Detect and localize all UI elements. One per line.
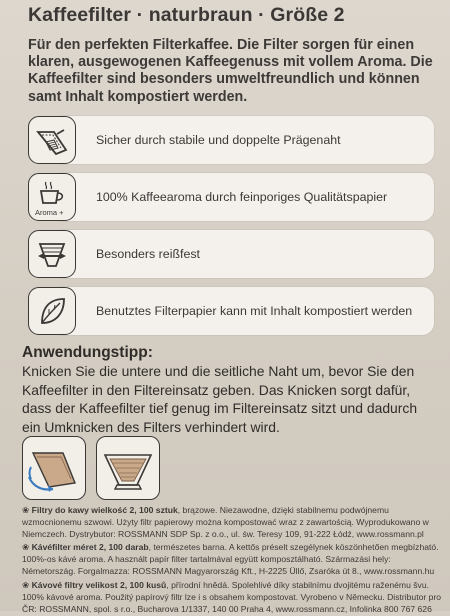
feature-row-tear bbox=[20, 230, 434, 278]
legal-cz-title: Kávové filtry velikost 2, 100 kusů bbox=[31, 579, 167, 590]
usage-tip-line: Knicken Sie die untere und die seitliche Naht um, bevor Sie den bbox=[22, 363, 415, 379]
product-title: Kaffeefilter · naturbraun · Größe 2 bbox=[28, 4, 345, 26]
aroma-plus-label: Aroma + bbox=[35, 208, 64, 217]
feature-row-compost bbox=[20, 287, 434, 335]
feature-row-seam bbox=[20, 116, 434, 164]
compost-leaf-icon bbox=[28, 287, 76, 335]
leaf-icon: ❀ bbox=[22, 579, 30, 590]
legal-cz bbox=[22, 579, 446, 615]
tear-resistant-icon bbox=[28, 230, 76, 278]
filter-holder-icon bbox=[96, 436, 160, 500]
legal-pl-body: , brązowe. Niezawodne, dzięki stabilnemu podwójnemu wzmocnionemu szwowi. Użyty filtr papierowy można kompostować wraz z zawartością. Wyprodukowano w Niemczech. Dystrybutor: ROSSMANN SDP Sp. z o.o., ul. św. Teresy 109, 91-222 Łódź, www.rossmann.pl bbox=[22, 505, 429, 540]
fold-filter-icon bbox=[22, 436, 86, 500]
filter-seam-icon bbox=[28, 116, 76, 164]
usage-tip-heading: Anwendungstipp: bbox=[22, 344, 153, 361]
legal-text bbox=[22, 504, 446, 616]
legal-pl bbox=[22, 504, 446, 540]
feature-text: 100% Kaffeearoma durch feinporiges Qualitätspapier bbox=[96, 190, 388, 204]
legal-pl-title: Filtry do kawy wielkość 2, 100 sztuk bbox=[31, 505, 178, 515]
usage-tip-line: Kaffeefilter in den Filtereinsatz geben. Das Knicken sorgt dafür, bbox=[22, 381, 411, 398]
intro-text: Für den perfekten Filterkaffee. Die Filter sorgen für einen klaren, ausgewogenen Kaffeegenuss mit vollem Aroma. Die Kaffeefilter sind besonders umweltfreundlich und können samt Inhalt kompostiert werden. bbox=[28, 37, 433, 105]
usage-tip-text bbox=[22, 362, 442, 436]
coffee-cup-icon bbox=[28, 173, 76, 221]
usage-tip-line: dass der Kaffeefilter tief genug im Filtereinsatz sitzt und dadurch bbox=[22, 400, 418, 417]
feature-list bbox=[20, 116, 434, 344]
feature-text: Benutztes Filterpapier kann mit Inhalt kompostiert werden bbox=[96, 304, 413, 318]
feature-row-aroma bbox=[20, 173, 434, 221]
usage-tip-line: ein Umknicken des Filters verhindert wird. bbox=[22, 418, 280, 435]
leaf-icon: ❀ bbox=[22, 542, 30, 553]
legal-cz-body: , přírodní hnědá. Spolehlivé díky stabilnímu dvojitému raženému švu. 100% kávové aroma. Použitý papírový filtr lze i s obsahem kompostovat. Vyrobeno v Německu. Distributor pro ČR: ROSSMANN, spol. s r.o., Bucharova 1/1337, 140 00 Praha 4, www.rossmann.cz, Infolinka 800 767 626 bbox=[22, 579, 442, 614]
legal-hu-body: , természetes barna. A kettős préselt szegélynek köszönhetően megbízható. 100%-os kávé aroma. A használt papír filter tartalmával együtt komposztálható. Származási hely: Németország. Forgalmazza: ROSSMANN Magyarország Kft., H-2225 Üllő, Zsaróka út 8., www.rossmann.hu bbox=[22, 542, 439, 577]
legal-hu-title: Kávéfilter méret 2, 100 darab bbox=[31, 542, 149, 553]
leaf-icon: ❀ bbox=[22, 505, 30, 515]
feature-text: Sicher durch stabile und doppelte Prägenaht bbox=[96, 133, 341, 147]
legal-hu bbox=[22, 541, 446, 577]
feature-text: Besonders reißfest bbox=[96, 247, 200, 261]
